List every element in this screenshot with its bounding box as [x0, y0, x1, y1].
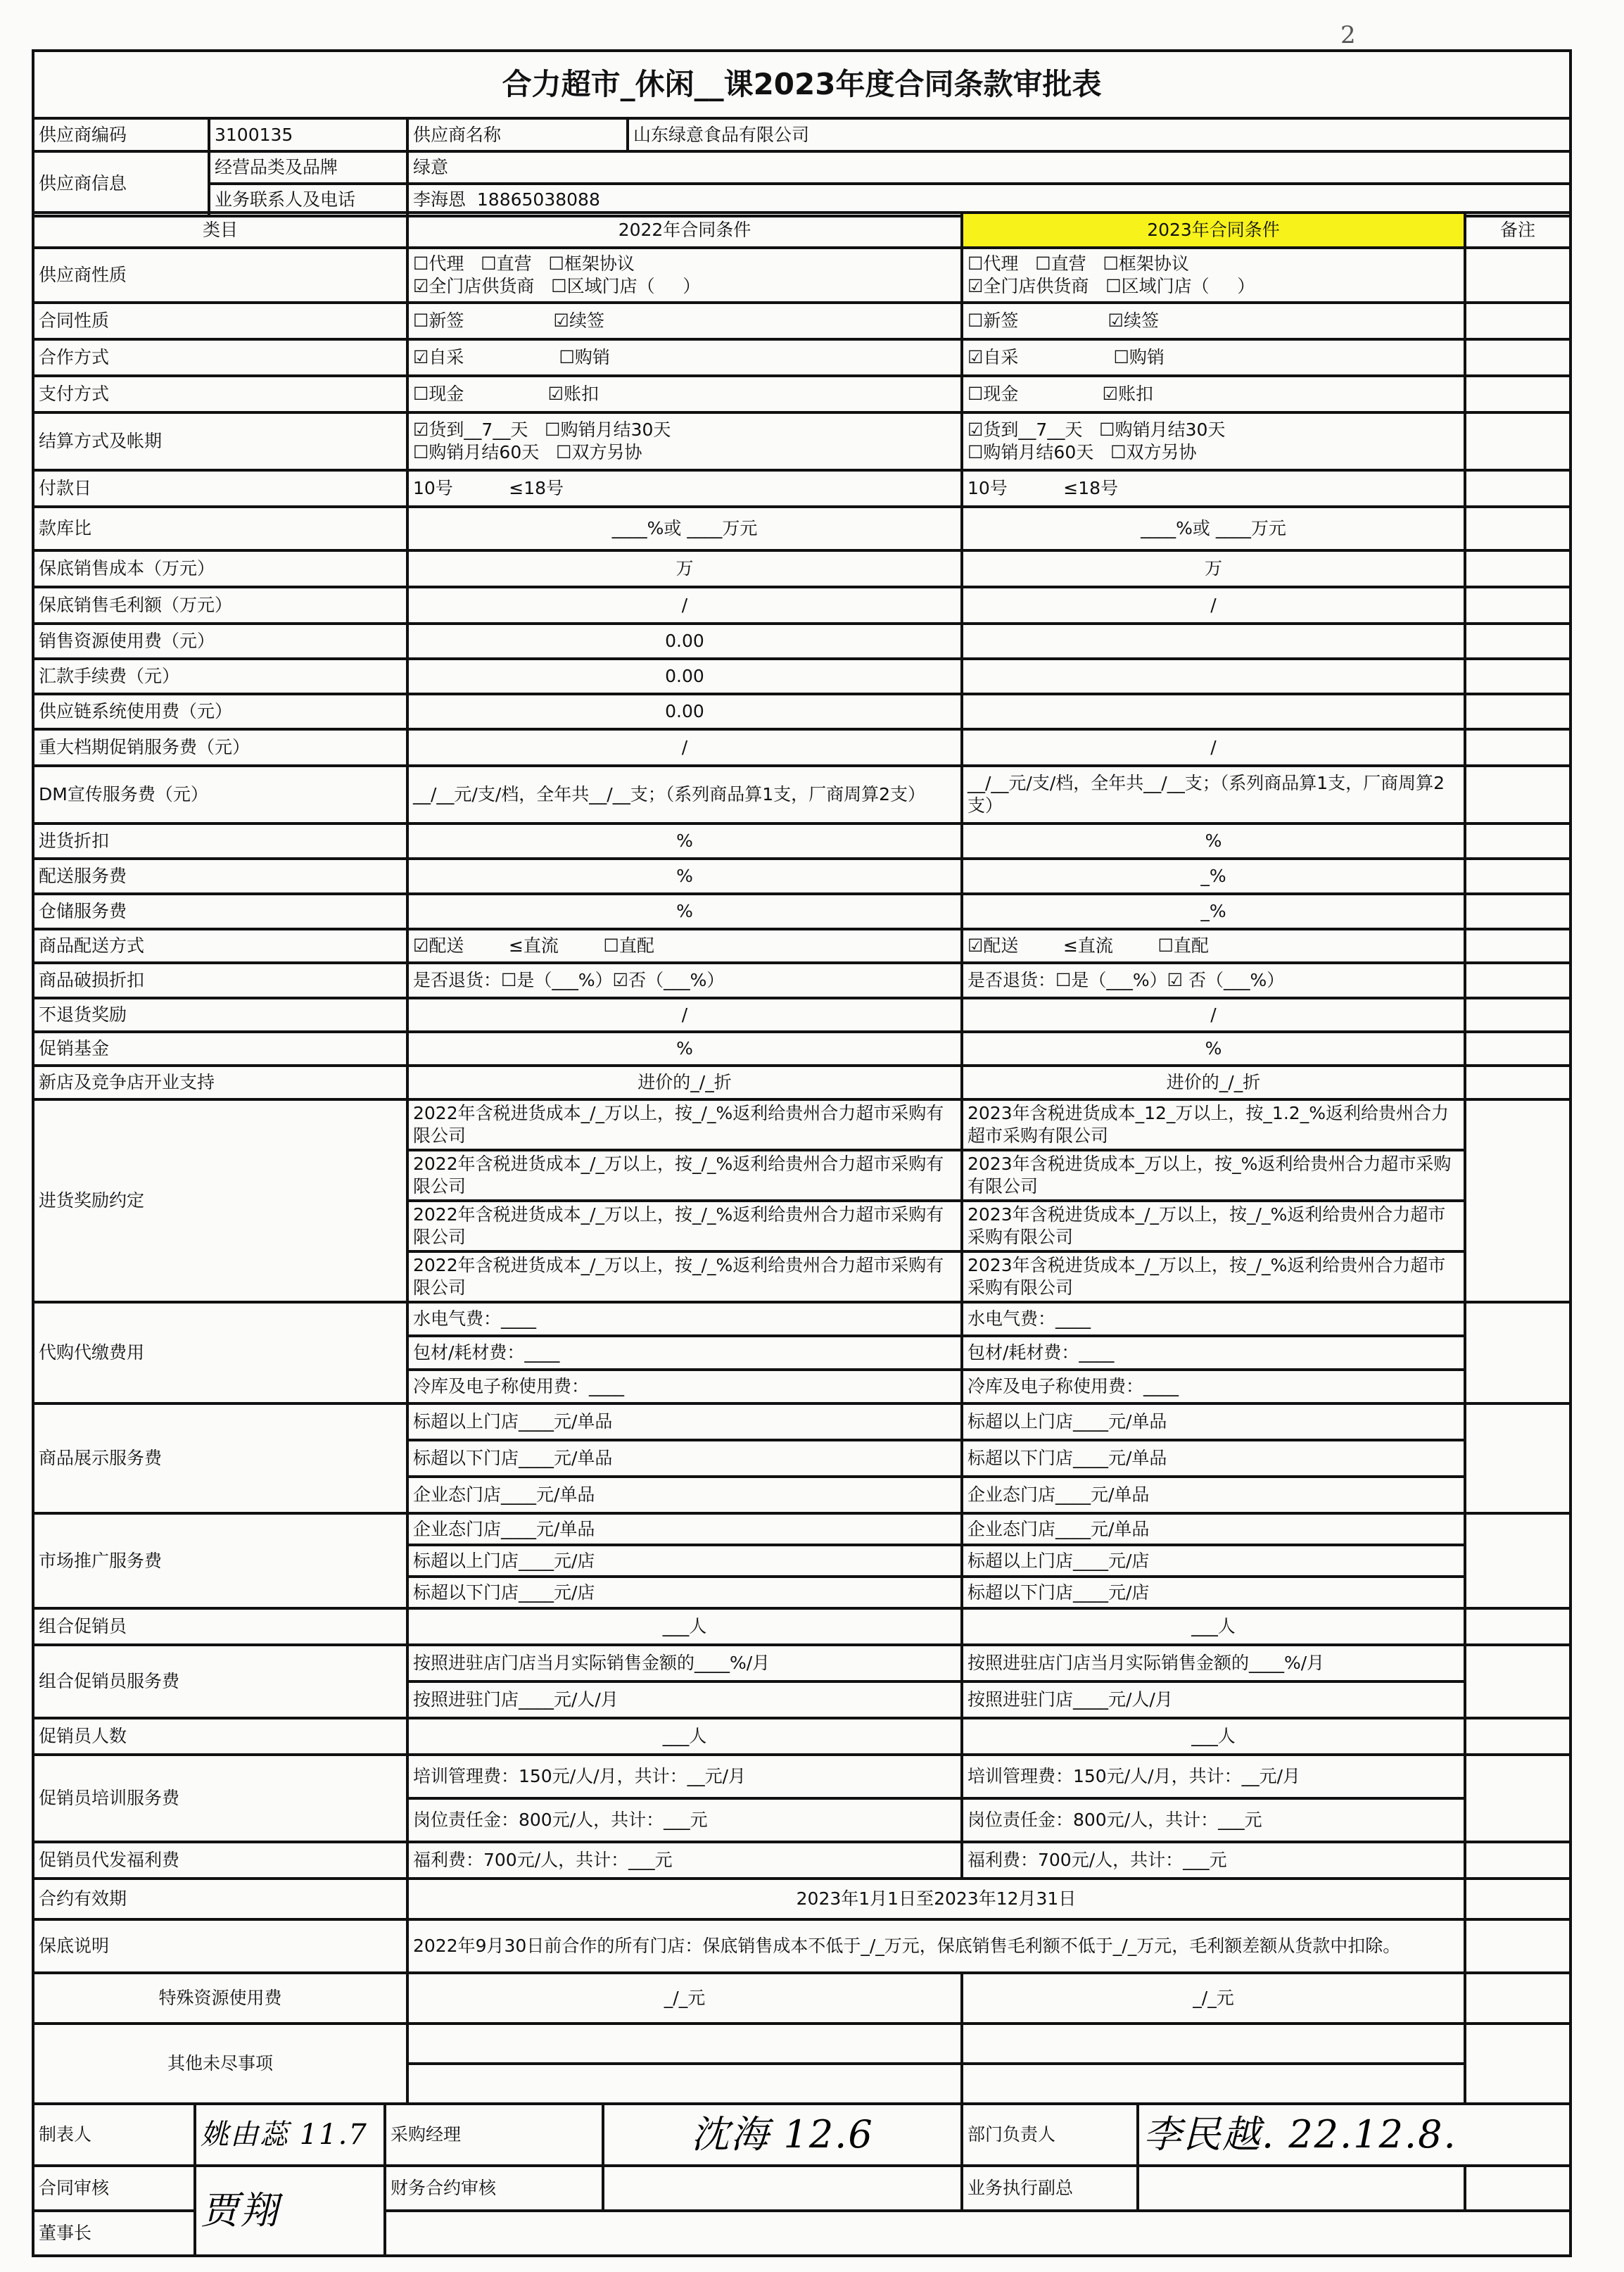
y2022-value: ___人 — [407, 1718, 962, 1755]
table-row — [33, 1645, 1571, 1681]
y2023-value: 标超以下门店____元/单品 — [962, 1440, 1465, 1477]
purchase-manager-signature: 沈海 12.6 — [603, 2104, 962, 2166]
row-label: DM宣传服务费（元） — [33, 766, 407, 823]
remark-cell — [1465, 587, 1571, 624]
contract-review-signature: 贾翔 — [195, 2166, 385, 2256]
y2022-value: ☑配送 ≤直流 ☐直配 — [407, 929, 962, 963]
remark-cell — [1465, 1879, 1571, 1919]
table-row — [33, 624, 1571, 659]
row-label: 付款日 — [33, 470, 407, 507]
remark-cell — [1465, 1032, 1571, 1066]
table-row — [33, 1842, 1571, 1879]
brand-value: 绿意 — [407, 151, 1571, 184]
remark-header: 备注 — [1465, 213, 1571, 248]
row-label: 款库比 — [33, 507, 407, 550]
row-label: 合约有效期 — [33, 1879, 407, 1919]
y2022-value: 2022年含税进货成本_/_万以上，按_/_%返利给贵州合力超市采购有限公司 — [407, 1150, 962, 1201]
remark-cell — [1465, 659, 1571, 694]
y2022-value: 2022年含税进货成本_/_万以上，按_/_%返利给贵州合力超市采购有限公司 — [407, 1099, 962, 1150]
table-row — [33, 1099, 1571, 1150]
y2022-value: 进价的_/_折 — [407, 1066, 962, 1099]
remark-cell — [1465, 1066, 1571, 1099]
remark-cell — [1465, 1513, 1571, 1608]
supplier-code: 3100135 — [209, 118, 407, 151]
remark-cell — [1465, 339, 1571, 376]
y2023-value: 2023年含税进货成本_/_万以上，按_/_%返利给贵州合力超市采购有限公司 — [962, 1251, 1465, 1302]
y2023-value: 福利费：700元/人，共计：___元 — [962, 1842, 1465, 1879]
y2022-value: __/__元/支/档，全年共__/__支；（系列商品算1支，厂商周算2支） — [407, 766, 962, 823]
table-row — [33, 1608, 1571, 1645]
row-label: 配送服务费 — [33, 859, 407, 894]
table-row — [33, 729, 1571, 766]
remark-cell — [1465, 1842, 1571, 1879]
remark-cell — [1465, 894, 1571, 929]
combined-value: 2023年1月1日至2023年12月31日 — [407, 1879, 1465, 1919]
y2022-value: 0.00 — [407, 659, 962, 694]
y2023-value: ☐新签 ☑续签 — [962, 303, 1465, 339]
y2022-value: 标超以上门店____元/单品 — [407, 1403, 962, 1440]
dept-head-signature: 李民越. 22.12.8. — [1138, 2104, 1571, 2166]
y2022-value — [407, 2064, 962, 2104]
y2022-value: % — [407, 1032, 962, 1066]
supplier-code-label: 供应商编码 — [33, 118, 209, 151]
y2022-value: ☑自采 ☐购销 — [407, 339, 962, 376]
row-label: 市场推广服务费 — [33, 1513, 407, 1608]
y2022-value: 福利费：700元/人，共计：___元 — [407, 1842, 962, 1879]
corner-mark: 2 — [1340, 21, 1356, 49]
table-row — [33, 963, 1571, 998]
supplier-name: 山东绿意食品有限公司 — [628, 118, 1571, 151]
y2023-value: 企业态门店____元/单品 — [962, 1513, 1465, 1545]
y2022-value: 按照进驻店门店当月实际销售金额的____%/月 — [407, 1645, 962, 1681]
row-label: 供应链系统使用费（元） — [33, 694, 407, 729]
y2023-value: ☐代理 ☐直营 ☐框架协议 ☑全门店供货商 ☐区域门店（ ） — [962, 248, 1465, 303]
row-label: 保底销售毛利额（万元） — [33, 587, 407, 624]
remark-cell — [1465, 1302, 1571, 1403]
y2022-value: 水电气费：____ — [407, 1302, 962, 1336]
maker-signature: 姚由蕊 11.7 — [195, 2104, 385, 2166]
dept-head-label: 部门负责人 — [962, 2104, 1138, 2166]
supplier-name-label: 供应商名称 — [407, 118, 628, 151]
remark-cell — [1465, 998, 1571, 1032]
y2023-value: 2023年含税进货成本_/_万以上，按_/_%返利给贵州合力超市采购有限公司 — [962, 1201, 1465, 1251]
y2022-value: ☐代理 ☐直营 ☐框架协议 ☑全门店供货商 ☐区域门店（ ） — [407, 248, 962, 303]
y2022-value: 培训管理费：150元/人/月，共计：__元/月 — [407, 1755, 962, 1798]
table-row — [33, 507, 1571, 550]
remark-cell — [1465, 1608, 1571, 1645]
y2023-value: _% — [962, 859, 1465, 894]
y2022-header: 2022年合同条件 — [407, 213, 962, 248]
y2022-value: ___人 — [407, 1608, 962, 1645]
table-row — [33, 470, 1571, 507]
y2023-value: ___人 — [962, 1718, 1465, 1755]
remark-cell — [1465, 624, 1571, 659]
y2023-value: 2023年含税进货成本_万以上，按_%返利给贵州合力超市采购有限公司 — [962, 1150, 1465, 1201]
row-label: 结算方式及帐期 — [33, 412, 407, 470]
table-row — [33, 303, 1571, 339]
contact-label: 业务联系人及电话 — [209, 184, 407, 216]
y2023-value: _% — [962, 894, 1465, 929]
y2022-value: 2022年含税进货成本_/_万以上，按_/_%返利给贵州合力超市采购有限公司 — [407, 1251, 962, 1302]
row-label: 商品配送方式 — [33, 929, 407, 963]
y2023-value: 企业态门店____元/单品 — [962, 1477, 1465, 1513]
table-row — [33, 1032, 1571, 1066]
contact-value: 李海恩 18865038088 — [407, 184, 1571, 216]
combined-value: 2022年9月30日前合作的所有门店：保底销售成本不低于_/_万元，保底销售毛利额不低于_/_万元，毛利额差额从货款中扣除。 — [407, 1919, 1465, 1973]
row-label: 商品破损折扣 — [33, 963, 407, 998]
y2023-value: 冷库及电子称使用费：____ — [962, 1370, 1465, 1403]
remark-cell — [1465, 729, 1571, 766]
purchase-manager-label: 采购经理 — [385, 2104, 603, 2166]
y2023-value: ☑货到__7__天 ☐购销月结30天 ☐购销月结60天 ☐双方另协 — [962, 412, 1465, 470]
y2023-value: 包材/耗材费：____ — [962, 1336, 1465, 1370]
y2023-value: % — [962, 1032, 1465, 1066]
contract-terms-table — [32, 211, 1572, 2105]
remark-cell — [1465, 1645, 1571, 1718]
y2023-value: 按照进驻门店____元/人/月 — [962, 1681, 1465, 1718]
table-row — [33, 859, 1571, 894]
y2022-value: 万 — [407, 550, 962, 587]
row-label: 保底销售成本（万元） — [33, 550, 407, 587]
table-row — [33, 1513, 1571, 1545]
remark-cell — [1465, 412, 1571, 470]
y2023-value — [962, 2064, 1465, 2104]
table-row — [33, 1302, 1571, 1336]
chairman-signature — [385, 2211, 1571, 2256]
signoff-table — [32, 2102, 1572, 2257]
row-label: 促销员培训服务费 — [33, 1755, 407, 1842]
y2023-value: 岗位责任金：800元/人，共计：___元 — [962, 1798, 1465, 1842]
y2023-value: 进价的_/_折 — [962, 1066, 1465, 1099]
table-row — [33, 339, 1571, 376]
row-label: 特殊资源使用费 — [33, 1973, 407, 2024]
y2023-value: 按照进驻店门店当月实际销售金额的____%/月 — [962, 1645, 1465, 1681]
y2022-value: 冷库及电子称使用费：____ — [407, 1370, 962, 1403]
finance-review-label: 财务合约审核 — [385, 2166, 603, 2211]
table-row — [33, 587, 1571, 624]
remark-cell — [1465, 470, 1571, 507]
y2022-value: 岗位责任金：800元/人，共计：___元 — [407, 1798, 962, 1842]
remark-cell — [1465, 2024, 1571, 2104]
exec-vp-label: 业务执行副总 — [962, 2166, 1138, 2211]
table-row — [33, 550, 1571, 587]
y2023-value: / — [962, 729, 1465, 766]
table-row — [33, 412, 1571, 470]
table-row — [33, 1919, 1571, 1973]
y2023-value: ☑自采 ☐购销 — [962, 339, 1465, 376]
y2023-value: 万 — [962, 550, 1465, 587]
y2023-value — [962, 659, 1465, 694]
row-label: 合同性质 — [33, 303, 407, 339]
y2023-value: 标超以上门店____元/店 — [962, 1545, 1465, 1577]
row-label: 促销基金 — [33, 1032, 407, 1066]
y2023-value: 是否退货：☐是（___%）☑ 否（___%） — [962, 963, 1465, 998]
y2023-value: _/_元 — [962, 1973, 1465, 2024]
y2022-value: / — [407, 587, 962, 624]
table-row — [33, 1718, 1571, 1755]
table-row — [33, 1973, 1571, 2024]
y2023-value: ☑配送 ≤直流 ☐直配 — [962, 929, 1465, 963]
y2022-value: 0.00 — [407, 624, 962, 659]
y2022-value: 标超以下门店____元/店 — [407, 1577, 962, 1608]
form-header-table — [32, 49, 1572, 217]
y2022-value: / — [407, 998, 962, 1032]
table-row — [33, 998, 1571, 1032]
y2022-value: 企业态门店____元/单品 — [407, 1477, 962, 1513]
y2023-value — [962, 694, 1465, 729]
table-row — [33, 894, 1571, 929]
y2022-value: 按照进驻门店____元/人/月 — [407, 1681, 962, 1718]
y2022-value: ☐现金 ☑账扣 — [407, 376, 962, 412]
table-row — [33, 1879, 1571, 1919]
chairman-label: 董事长 — [33, 2211, 195, 2256]
brand-label: 经营品类及品牌 — [209, 151, 407, 184]
y2022-value: 标超以上门店____元/店 — [407, 1545, 962, 1577]
table-row — [33, 659, 1571, 694]
y2022-value: 标超以下门店____元/单品 — [407, 1440, 962, 1477]
category-header: 类目 — [33, 213, 407, 248]
y2023-value — [962, 624, 1465, 659]
y2022-value: 0.00 — [407, 694, 962, 729]
row-label: 进货折扣 — [33, 823, 407, 859]
row-label: 代购代缴费用 — [33, 1302, 407, 1403]
y2023-value: 标超以上门店____元/单品 — [962, 1403, 1465, 1440]
y2022-value: 2022年含税进货成本_/_万以上，按_/_%返利给贵州合力超市采购有限公司 — [407, 1201, 962, 1251]
row-label: 合作方式 — [33, 339, 407, 376]
table-row — [33, 766, 1571, 823]
exec-vp-signature — [1138, 2166, 1465, 2211]
y2023-header: 2023年合同条件 — [962, 213, 1465, 248]
row-label: 汇款手续费（元） — [33, 659, 407, 694]
y2022-value: _/_元 — [407, 1973, 962, 2024]
row-label: 保底说明 — [33, 1919, 407, 1973]
maker-label: 制表人 — [33, 2104, 195, 2166]
remark-cell — [1465, 248, 1571, 303]
supplier-info-label: 供应商信息 — [33, 151, 209, 216]
row-label: 供应商性质 — [33, 248, 407, 303]
remark-cell — [1465, 1755, 1571, 1842]
table-row — [33, 2024, 1571, 2064]
remark-cell — [1465, 2166, 1571, 2211]
y2022-value: % — [407, 859, 962, 894]
remark-cell — [1465, 823, 1571, 859]
y2023-value: % — [962, 823, 1465, 859]
y2023-value: 培训管理费：150元/人/月，共计：__元/月 — [962, 1755, 1465, 1798]
y2022-value: 包材/耗材费：____ — [407, 1336, 962, 1370]
row-label: 组合促销员 — [33, 1608, 407, 1645]
y2022-value: % — [407, 823, 962, 859]
row-label: 促销员人数 — [33, 1718, 407, 1755]
y2022-value: ____%或 ____万元 — [407, 507, 962, 550]
remark-cell — [1465, 376, 1571, 412]
remark-cell — [1465, 929, 1571, 963]
finance-review-signature — [603, 2166, 962, 2211]
table-row — [33, 376, 1571, 412]
y2023-value: ____%或 ____万元 — [962, 507, 1465, 550]
form-title: 合力超市_休闲__课2023年度合同条款审批表 — [33, 51, 1571, 118]
remark-cell — [1465, 1099, 1571, 1302]
y2022-value: 企业态门店____元/单品 — [407, 1513, 962, 1545]
row-label: 其他未尽事项 — [33, 2024, 407, 2104]
y2022-value: 10号 ≤18号 — [407, 470, 962, 507]
remark-cell — [1465, 303, 1571, 339]
remark-cell — [1465, 1403, 1571, 1513]
y2023-value: 水电气费：____ — [962, 1302, 1465, 1336]
y2022-value: ☐新签 ☑续签 — [407, 303, 962, 339]
y2023-value: 2023年含税进货成本_12_万以上，按_1.2_%返利给贵州合力超市采购有限公司 — [962, 1099, 1465, 1150]
y2023-value: 10号 ≤18号 — [962, 470, 1465, 507]
table-row — [33, 248, 1571, 303]
y2023-value: __/__元/支/档，全年共__/__支；（系列商品算1支，厂商周算2支） — [962, 766, 1465, 823]
row-label: 新店及竞争店开业支持 — [33, 1066, 407, 1099]
remark-cell — [1465, 507, 1571, 550]
remark-cell — [1465, 963, 1571, 998]
y2022-value: 是否退货：☐是（___%）☑否（___%） — [407, 963, 962, 998]
row-label: 支付方式 — [33, 376, 407, 412]
row-label: 销售资源使用费（元） — [33, 624, 407, 659]
table-row — [33, 1066, 1571, 1099]
remark-cell — [1465, 1919, 1571, 1973]
y2023-value — [962, 2024, 1465, 2064]
row-label: 重大档期促销服务费（元） — [33, 729, 407, 766]
y2023-value: ___人 — [962, 1608, 1465, 1645]
remark-cell — [1465, 1973, 1571, 2024]
row-label: 进货奖励约定 — [33, 1099, 407, 1302]
table-row — [33, 1755, 1571, 1798]
contract-review-label: 合同审核 — [33, 2166, 195, 2211]
row-label: 商品展示服务费 — [33, 1403, 407, 1513]
y2023-value: ☐现金 ☑账扣 — [962, 376, 1465, 412]
remark-cell — [1465, 550, 1571, 587]
row-label: 不退货奖励 — [33, 998, 407, 1032]
y2023-value: 标超以下门店____元/店 — [962, 1577, 1465, 1608]
y2022-value — [407, 2024, 962, 2064]
table-row — [33, 694, 1571, 729]
row-label: 组合促销员服务费 — [33, 1645, 407, 1718]
table-row — [33, 1403, 1571, 1440]
y2022-value: ☑货到__7__天 ☐购销月结30天 ☐购销月结60天 ☐双方另协 — [407, 412, 962, 470]
remark-cell — [1465, 766, 1571, 823]
y2023-value: / — [962, 587, 1465, 624]
y2023-value: / — [962, 998, 1465, 1032]
remark-cell — [1465, 1718, 1571, 1755]
y2022-value: % — [407, 894, 962, 929]
row-label: 促销员代发福利费 — [33, 1842, 407, 1879]
table-row — [33, 929, 1571, 963]
y2022-value: / — [407, 729, 962, 766]
row-label: 仓储服务费 — [33, 894, 407, 929]
table-row — [33, 823, 1571, 859]
remark-cell — [1465, 694, 1571, 729]
remark-cell — [1465, 859, 1571, 894]
